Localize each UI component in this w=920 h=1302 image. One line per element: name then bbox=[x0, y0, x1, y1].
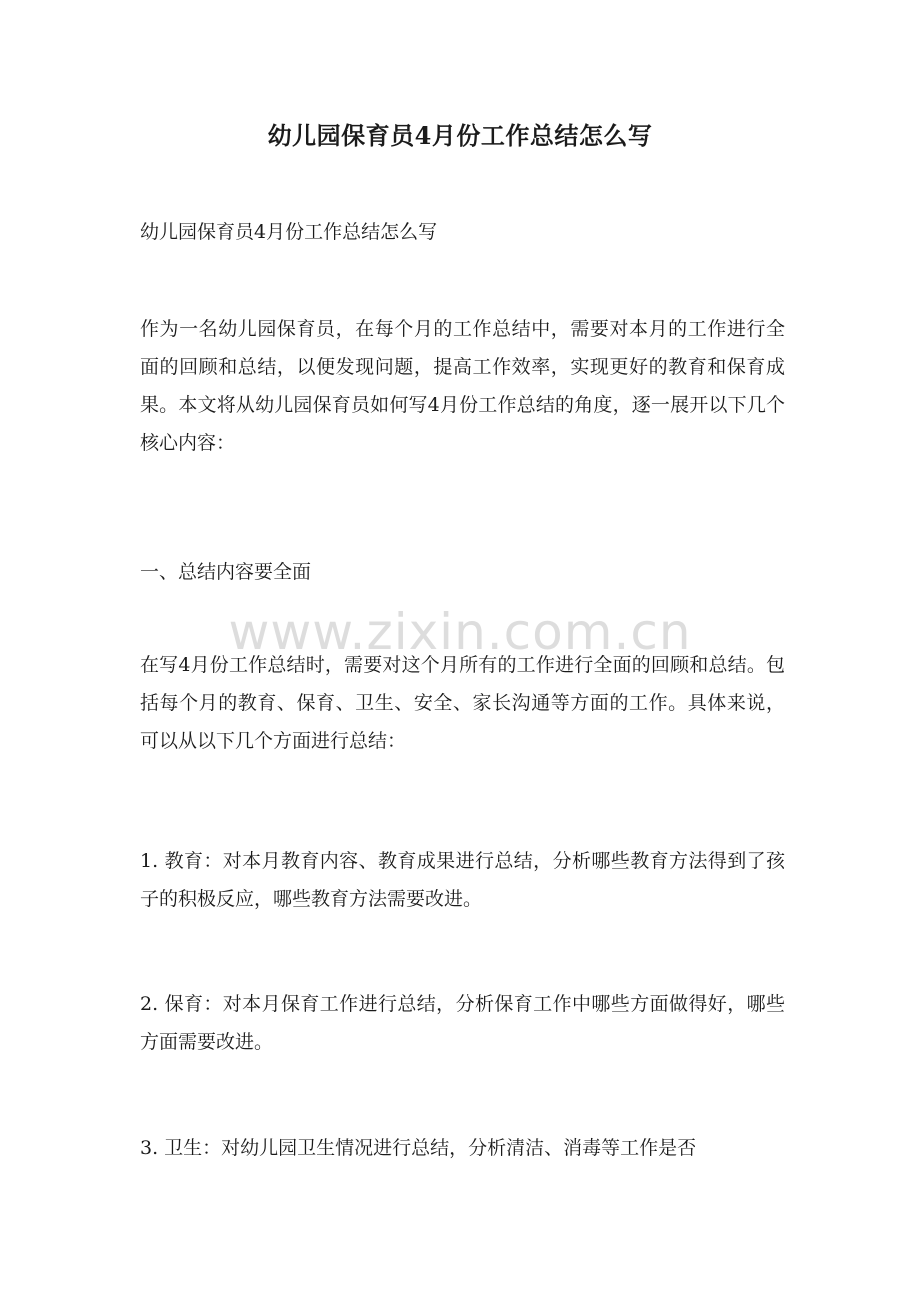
list-item-education: 1. 教育：对本月教育内容、教育成果进行总结，分析哪些教育方法得到了孩子的积极反应，哪些教育方法需要改进。 bbox=[140, 850, 785, 910]
section-paragraph: 在写4月份工作总结时，需要对这个月所有的工作进行全面的回顾和总结。包括每个月的教育、保育、卫生、安全、家长沟通等方面的工作。具体来说，可以从以下几个方面进行总结： bbox=[140, 654, 785, 752]
list-item-care: 2. 保育：对本月保育工作进行总结，分析保育工作中哪些方面做得好，哪些方面需要改进。 bbox=[140, 993, 785, 1053]
document-title: 幼儿园保育员4月份工作总结怎么写 bbox=[267, 121, 653, 150]
watermark-text: www.zixin.com.cn bbox=[228, 603, 692, 661]
section-heading: 一、总结内容要全面 bbox=[140, 561, 312, 583]
subtitle-paragraph: 幼儿园保育员4月份工作总结怎么写 bbox=[140, 221, 438, 243]
list-item-hygiene: 3. 卫生：对幼儿园卫生情况进行总结，分析清洁、消毒等工作是否 bbox=[140, 1137, 697, 1159]
intro-paragraph: 作为一名幼儿园保育员，在每个月的工作总结中，需要对本月的工作进行全面的回顾和总结，以便发现问题，提高工作效率，实现更好的教育和保育成果。本文将从幼儿园保育员如何写4月份工作总结的角度，逐一展开以下几个核心内容： bbox=[140, 318, 785, 454]
